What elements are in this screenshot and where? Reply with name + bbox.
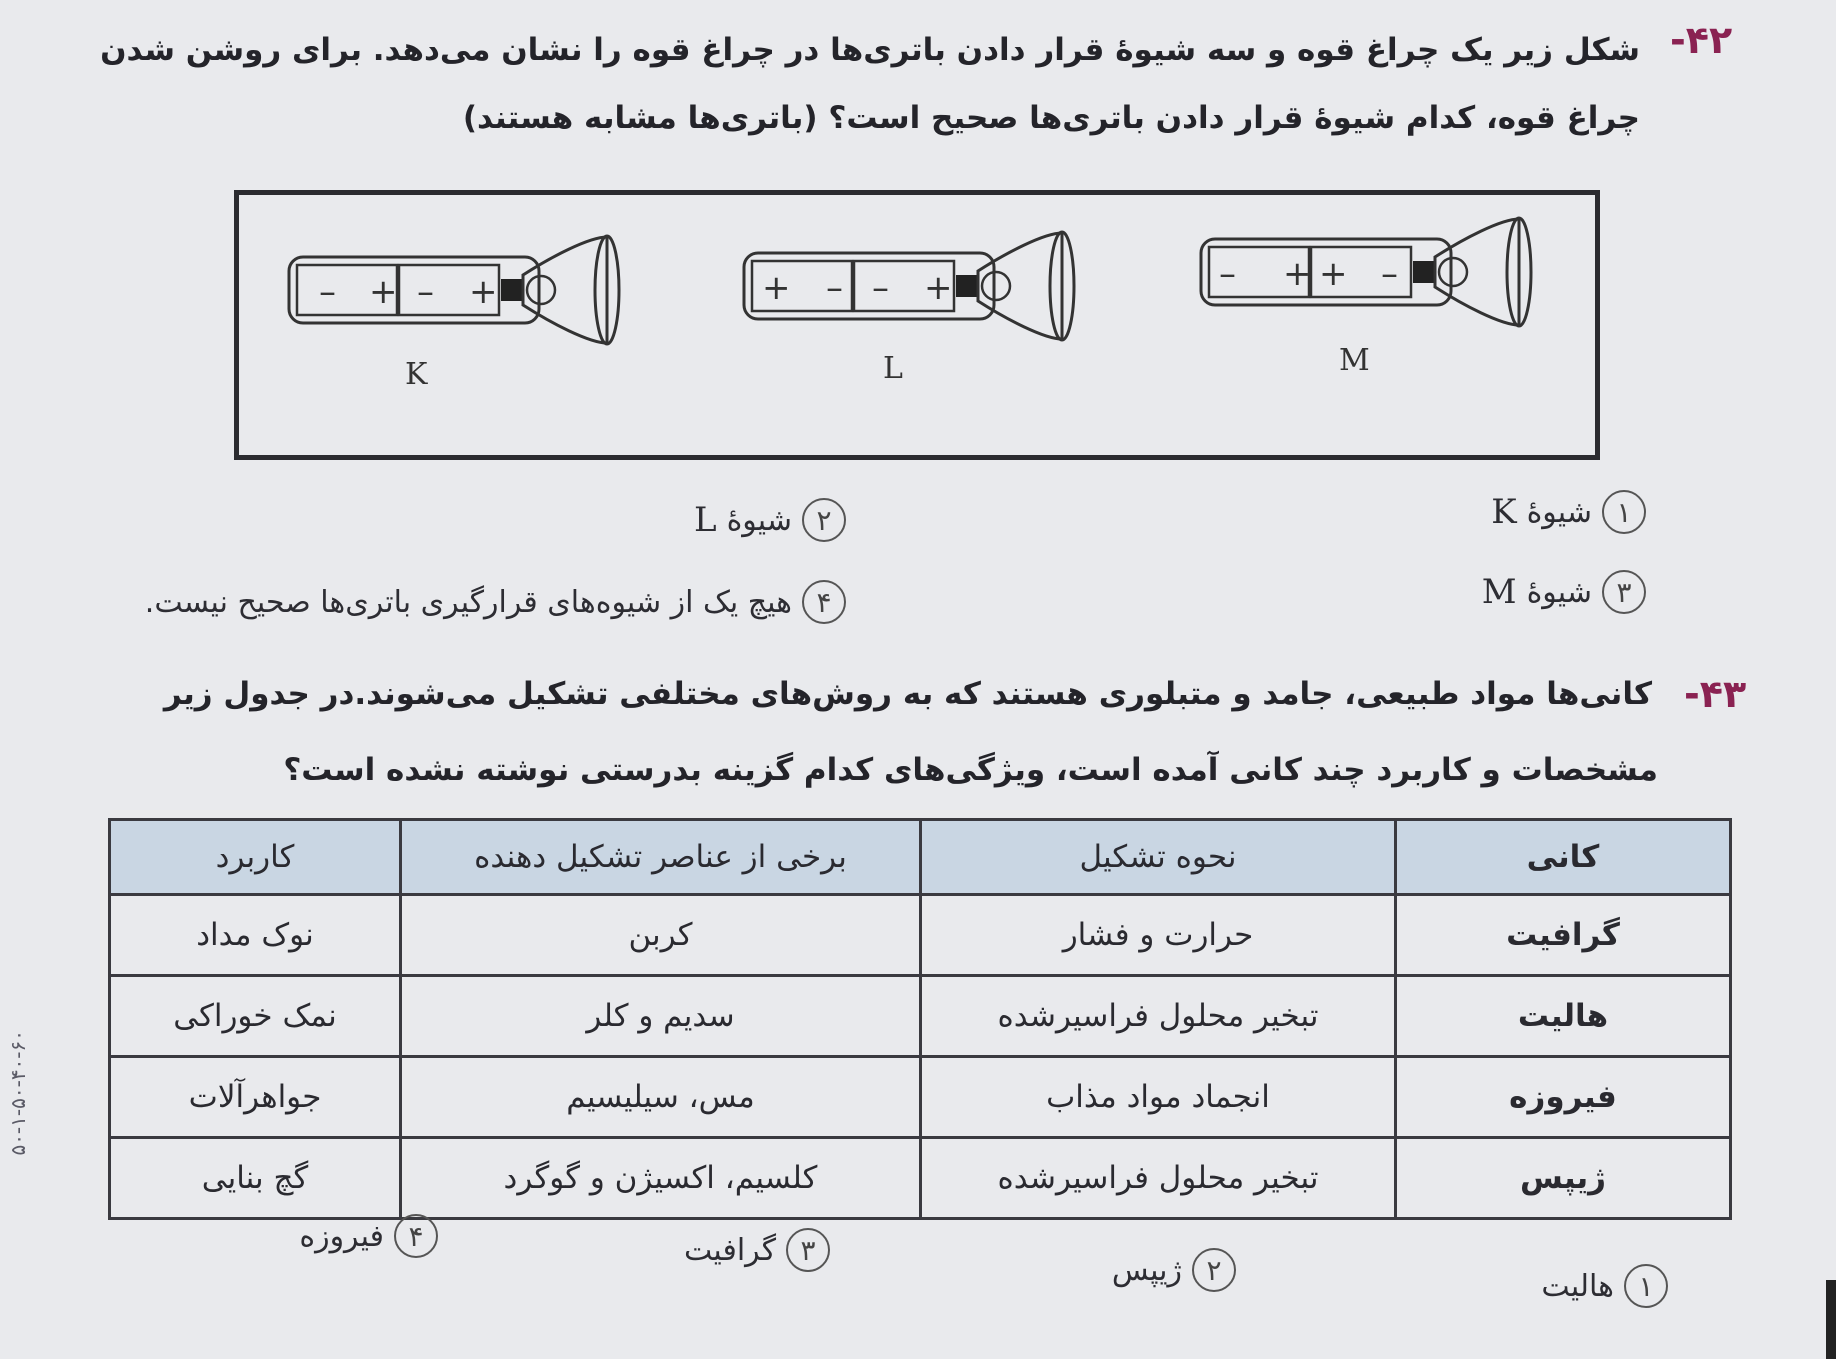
option-letter: L	[694, 500, 717, 540]
l-battery1-right-sign: –	[826, 268, 843, 308]
option-text: شیوهٔ	[1526, 574, 1592, 610]
question-42-line-1: شکل زیر یک چراغ قوه و سه شیوهٔ قرار دادن باتری‌ها در چراغ قوه را نشان می‌دهد. برای روشن شدن	[100, 32, 1640, 68]
cell-mineral: فیروزه	[1396, 1057, 1731, 1138]
k-battery2-left-sign: –	[417, 272, 434, 312]
option-number-circle: ۱	[1602, 490, 1646, 534]
table-row	[110, 1057, 1731, 1138]
k-battery1-right-sign: +	[369, 272, 398, 312]
q42-option-1[interactable]	[1491, 490, 1646, 534]
k-battery2-right-sign: +	[469, 272, 498, 312]
page-edge-bar	[1826, 1280, 1836, 1359]
q42-option-3[interactable]	[1482, 570, 1646, 614]
option-text: شیوهٔ	[1526, 494, 1592, 530]
cell-formation: حرارت و فشار	[921, 895, 1396, 976]
q42-option-4[interactable]	[145, 580, 846, 624]
m-battery1-right-sign: +	[1283, 254, 1312, 294]
table-row	[110, 1138, 1731, 1219]
cell-elements: مس، سیلیسیم	[401, 1057, 921, 1138]
table-row	[110, 895, 1731, 976]
option-number-circle: ۲	[802, 498, 846, 542]
side-booklet-code: ۵۰-۱-۵۰-۴۰-۶۰	[6, 1030, 30, 1156]
header-elements: برخی از عناصر تشکیل دهنده	[401, 820, 921, 895]
option-number-circle: ۳	[786, 1228, 830, 1272]
cell-elements: سدیم و کلر	[401, 976, 921, 1057]
minerals-table	[108, 818, 1732, 1220]
figure-label-l: L	[883, 351, 903, 386]
option-number-circle: ۱	[1624, 1264, 1668, 1308]
cell-elements: کربن	[401, 895, 921, 976]
l-battery2-right-sign: +	[924, 268, 953, 308]
question-43-line-1: کانی‌ها مواد طبیعی، جامد و متبلوری هستند که به روش‌های مختلفی تشکیل می‌شوند.در جدول زیر	[163, 676, 1652, 712]
cell-use: نوک مداد	[110, 895, 401, 976]
cell-formation: تبخیر محلول فراسیرشده	[921, 1138, 1396, 1219]
option-text: هالیت	[1541, 1268, 1614, 1304]
cell-use: جواهرآلات	[110, 1057, 401, 1138]
table-header-row	[110, 820, 1731, 895]
header-mineral: کانی	[1396, 820, 1731, 895]
option-text: فیروزه	[299, 1218, 384, 1254]
flashlight-l	[744, 232, 1074, 340]
m-battery2-right-sign: –	[1381, 254, 1398, 294]
question-43-number: -۴۳	[1684, 672, 1747, 716]
option-text: هیچ یک از شیوه‌های قرارگیری باتری‌ها صحیح نیست.	[144, 584, 792, 620]
k-battery1-left-sign: –	[319, 272, 336, 312]
l-battery1-left-sign: +	[762, 268, 791, 308]
option-number-circle: ۴	[394, 1214, 438, 1258]
option-number-circle: ۴	[802, 580, 846, 624]
cell-mineral: گرافیت	[1396, 895, 1731, 976]
q43-option-2[interactable]	[1112, 1248, 1236, 1292]
figure-label-k: K	[405, 357, 428, 392]
option-letter: K	[1491, 492, 1517, 532]
figure-label-m: M	[1339, 343, 1370, 378]
question-42-line-2: چراغ قوه، کدام شیوهٔ قرار دادن باتری‌ها صحیح است؟ (باتری‌ها مشابه هستند)	[462, 100, 1640, 136]
question-43-line-2: مشخصات و کاربرد چند کانی آمده است، ویژگی‌های کدام گزینه بدرستی نوشته نشده است؟	[283, 752, 1658, 788]
cell-formation: تبخیر محلول فراسیرشده	[921, 976, 1396, 1057]
header-use: کاربرد	[110, 820, 401, 895]
q43-option-3[interactable]	[684, 1228, 830, 1272]
option-number-circle: ۲	[1192, 1248, 1236, 1292]
option-text: ژیپس	[1111, 1252, 1182, 1288]
l-battery2-left-sign: –	[872, 268, 889, 308]
flashlight-k	[289, 236, 619, 344]
q42-option-2[interactable]	[694, 498, 846, 542]
cell-mineral: هالیت	[1396, 976, 1731, 1057]
m-battery2-left-sign: +	[1319, 254, 1348, 294]
flashlight-figure	[234, 190, 1600, 460]
question-42-number: -۴۲	[1670, 18, 1733, 62]
cropped-previous-line	[560, 0, 820, 8]
cell-use: گچ بنایی	[110, 1138, 401, 1219]
option-text: گرافیت	[683, 1232, 776, 1268]
m-battery1-left-sign: –	[1219, 254, 1236, 294]
option-letter: M	[1481, 572, 1517, 612]
flashlight-m	[1201, 218, 1531, 326]
cell-elements: کلسیم، اکسیژن و گوگرد	[401, 1138, 921, 1219]
header-formation: نحوه تشکیل	[921, 820, 1396, 895]
table-row	[110, 976, 1731, 1057]
option-text: شیوهٔ	[726, 502, 792, 538]
cell-formation: انجماد مواد مذاب	[921, 1057, 1396, 1138]
cell-mineral: ژیپس	[1396, 1138, 1731, 1219]
option-number-circle: ۳	[1602, 570, 1646, 614]
q43-option-4[interactable]	[299, 1214, 438, 1258]
q43-option-1[interactable]	[1541, 1264, 1668, 1308]
cell-use: نمک خوراکی	[110, 976, 401, 1057]
flashlight-diagrams	[239, 195, 1595, 455]
